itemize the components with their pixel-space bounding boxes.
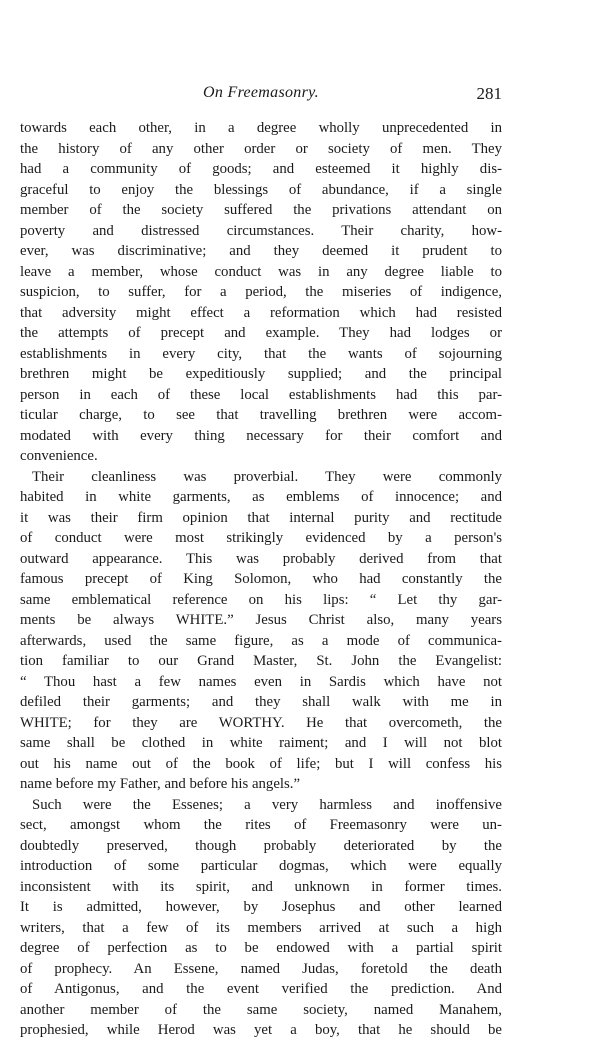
text-line: habited in white garments, as emblems of innocence; and (20, 489, 502, 505)
text-line: sect, amongst whom the rites of Freemasonry were un- (20, 817, 502, 833)
text-line: WHITE; for they are WORTHY. He that overcometh, the (20, 714, 502, 731)
text-line: that adversity might effect a reformation which had resisted (20, 304, 502, 321)
text-line: prophesied, while Herod was yet a boy, that he should be (20, 1022, 502, 1038)
text-line: it was their firm opinion that internal purity and rectitude (20, 509, 502, 526)
text-line: same shall be clothed in white raiment; and I will not blot (20, 735, 502, 751)
text-line: another member of the same society, named Manahem, (20, 1001, 502, 1018)
page-number: 281 (476, 84, 502, 103)
text-line: It is admitted, however, by Josephus and other learned (20, 899, 502, 915)
text-line: outward appearance. This was probably derived from that (20, 550, 502, 567)
text-line: ever, was discriminative; and they deemed it prudent to (20, 243, 502, 259)
text-line: suspicion, to suffer, for a period, the miseries of indigence, (20, 284, 502, 300)
text-line: modated with every thing necessary for their comfort and (20, 427, 502, 444)
text-line: of Antigonus, and the event verified the prediction. And (20, 981, 502, 997)
text-line: ments be always WHITE.” Jesus Christ also, many years (20, 612, 502, 628)
text-line: Such were the Essenes; a very harmless and inoffensive (32, 796, 502, 813)
page-header (20, 84, 502, 106)
text-line: person in each of these local establishments had this par- (20, 386, 502, 403)
text-line: same emblematical reference on his lips: “ Let thy gar- (20, 591, 502, 608)
text-line: convenience. (20, 448, 98, 464)
text-line: towards each other, in a degree wholly unprecedented in (20, 120, 502, 136)
text-line: out his name out of the book of life; but I will confess his (20, 755, 502, 772)
text-line: brethren might be expeditiously supplied; and the principal (20, 366, 502, 382)
text-line: “ Thou hast a few names even in Sardis which have not (20, 673, 502, 690)
text-line: member of the society suffered the privations attendant on (20, 202, 502, 218)
text-line: Their cleanliness was proverbial. They were commonly (32, 468, 502, 485)
text-line: had a community of goods; and esteemed it highly dis- (20, 161, 502, 177)
text-line: afterwards, used the same figure, as a mode of communica- (20, 632, 502, 649)
text-line: writers, that a few of its members arrived at such a high (20, 919, 502, 936)
text-line: establishments in every city, that the wants of sojourning (20, 345, 502, 362)
text-line: poverty and distressed circumstances. Their charity, how- (20, 222, 502, 239)
text-line: of prophecy. An Essene, named Judas, foretold the death (20, 960, 502, 977)
text-line: defiled their garments; and they shall walk with me in (20, 694, 502, 710)
text-line: doubtedly preserved, though probably deteriorated by the (20, 837, 502, 854)
running-title: On Freemasonry. (203, 84, 319, 101)
text-line: famous precept of King Solomon, who had constantly the (20, 571, 502, 587)
text-line: name before my Father, and before his angels.” (20, 776, 301, 792)
text-line: of conduct were most strikingly evidenced by a person's (20, 530, 502, 546)
text-line: the attempts of precept and example. They had lodges or (20, 325, 502, 341)
text-line: introduction of some particular dogmas, which were equally (20, 858, 502, 874)
text-line: the history of any other order or society of men. They (20, 140, 502, 157)
text-line: leave a member, whose conduct was in any degree liable to (20, 263, 502, 280)
text-line: tion familiar to our Grand Master, St. John the Evangelist: (20, 653, 502, 669)
text-line: ticular charge, to see that travelling brethren were accom- (20, 407, 502, 423)
text-line: graceful to enjoy the blessings of abundance, if a single (20, 181, 502, 198)
text-line: inconsistent with its spirit, and unknown in former times. (20, 878, 502, 895)
text-line: degree of perfection as to be endowed with a partial spirit (20, 940, 502, 956)
body-text (20, 118, 502, 1041)
